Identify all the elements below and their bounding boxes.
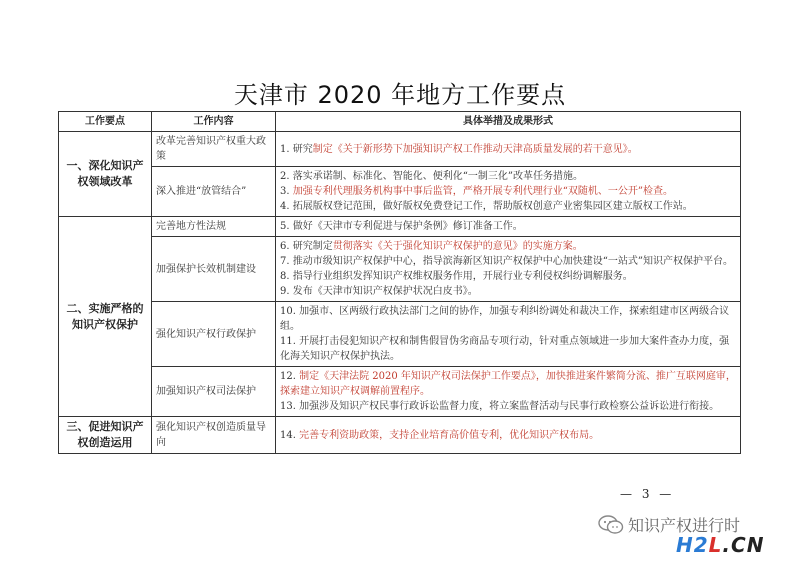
work-key-cell: 二、实施严格的知识产权保护 bbox=[59, 217, 152, 417]
measure-item: 14. 完善专利资助政策，支持企业培育高价值专利，优化知识产权布局。 bbox=[280, 429, 600, 441]
highlighted-text: 加强专利代理服务机构事中事后监管，严格开展专利代理行业“双随机、一公开”检查。 bbox=[292, 186, 673, 197]
site-letter-l: L bbox=[708, 533, 723, 557]
site-digit-2: 2 bbox=[693, 533, 709, 557]
highlighted-text: 贯彻落实《关于强化知识产权保护的意见》的实施方案。 bbox=[332, 241, 583, 252]
measure-item: 11. 开展打击侵犯知识产权和制售假冒伪劣商品专项行动，针对重点领域进一步加大案件查办力度，强化海关知识产权保护执法。 bbox=[280, 336, 730, 362]
highlighted-text: 制定《关于新形势下加强知识产权工作推动天津高质量发展的若干意见》。 bbox=[312, 143, 638, 155]
measure-item: 4. 拓展版权登记范围，做好版权免费登记工作，帮助版权创意产业密集园区建立版权工作站。 bbox=[280, 201, 693, 212]
work-key-cell: 一、深化知识产权领域改革 bbox=[59, 132, 152, 217]
table-row bbox=[59, 167, 741, 217]
measures-cell bbox=[276, 417, 741, 454]
measures-cell bbox=[276, 302, 741, 367]
measures-cell bbox=[276, 217, 741, 237]
work-content-cell: 加强保护长效机制建设 bbox=[152, 237, 276, 302]
highlighted-text: 制定《天津法院 2020 年知识产权司法保护工作要点》，加快推进案件繁简分流、推广互联网庭审，探索建立知识产权调解前置程序。 bbox=[280, 371, 736, 397]
work-content-cell: 完善地方性法规 bbox=[152, 217, 276, 237]
work-content-cell: 加强知识产权司法保护 bbox=[152, 367, 276, 417]
wechat-icon bbox=[598, 515, 624, 535]
measure-item: 10. 加强市、区两级行政执法部门之间的协作，加强专利纠纷调处和裁决工作，探索组建市区两级合议组。 bbox=[280, 306, 730, 332]
table-header-row bbox=[59, 112, 741, 132]
page-number: — 3 — bbox=[620, 487, 675, 501]
work-plan-table bbox=[58, 111, 741, 454]
document-title: 天津市 2020 年地方工作要点 bbox=[233, 81, 567, 109]
work-key-cell: 三、促进知识产权创造运用 bbox=[59, 417, 152, 454]
watermark-brand-text: 知识产权进行时 bbox=[628, 516, 741, 535]
measures-cell bbox=[276, 367, 741, 417]
measure-item: 8. 指导行业组织发挥知识产权维权服务作用，开展行业专利侵权纠纷调解服务。 bbox=[280, 271, 633, 282]
measures-cell bbox=[276, 167, 741, 217]
watermark-site bbox=[676, 533, 764, 557]
table-row bbox=[59, 237, 741, 302]
measure-item: 3. 加强专利代理服务机构事中事后监管，严格开展专利代理行业“双随机、一公开”检查。 bbox=[280, 186, 673, 197]
measure-item: 1. 研究制定《关于新形势下加强知识产权工作推动天津高质量发展的若干意见》。 bbox=[280, 143, 638, 155]
work-content-cell: 强化知识产权创造质量导向 bbox=[152, 417, 276, 454]
work-content-cell: 改革完善知识产权重大政策 bbox=[152, 132, 276, 167]
table-row bbox=[59, 302, 741, 367]
work-content-cell: 强化知识产权行政保护 bbox=[152, 302, 276, 367]
measure-item: 9. 发布《天津市知识产权保护状况白皮书》。 bbox=[280, 286, 478, 297]
measure-item: 12. 制定《天津法院 2020 年知识产权司法保护工作要点》，加快推进案件繁简分流、推广互联网庭审，探索建立知识产权调解前置程序。 bbox=[280, 371, 736, 397]
measure-item: 13. 加强涉及知识产权民事行政诉讼监督力度，将立案监督活动与民事行政检察公益诉讼进行衔接。 bbox=[280, 401, 720, 412]
table-body bbox=[59, 132, 741, 454]
measures-cell bbox=[276, 237, 741, 302]
table-row bbox=[59, 217, 741, 237]
site-suffix: .CN bbox=[722, 533, 765, 557]
table-row bbox=[59, 417, 741, 454]
site-letter-h: H bbox=[676, 533, 694, 557]
table-row bbox=[59, 132, 741, 167]
work-content-cell: 深入推进“放管结合” bbox=[152, 167, 276, 217]
header-measures: 具体举措及成果形式 bbox=[276, 112, 741, 132]
measure-item: 5. 做好《天津市专利促进与保护条例》修订准备工作。 bbox=[280, 221, 523, 232]
measure-item: 2. 落实承诺制、标准化、智能化、便利化“一制三化”改革任务措施。 bbox=[280, 171, 583, 182]
highlighted-text: 完善专利资助政策，支持企业培育高价值专利，优化知识产权布局。 bbox=[299, 429, 600, 441]
measure-item: 7. 推动市级知识产权保护中心，指导滨海新区知识产权保护中心加快建设“一站式”知识产权保护平台。 bbox=[280, 256, 733, 267]
measure-item: 6. 研究制定贯彻落实《关于强化知识产权保护的意见》的实施方案。 bbox=[280, 241, 583, 252]
measures-cell bbox=[276, 132, 741, 167]
header-key: 工作要点 bbox=[59, 112, 152, 132]
header-content: 工作内容 bbox=[152, 112, 276, 132]
table-row bbox=[59, 367, 741, 417]
